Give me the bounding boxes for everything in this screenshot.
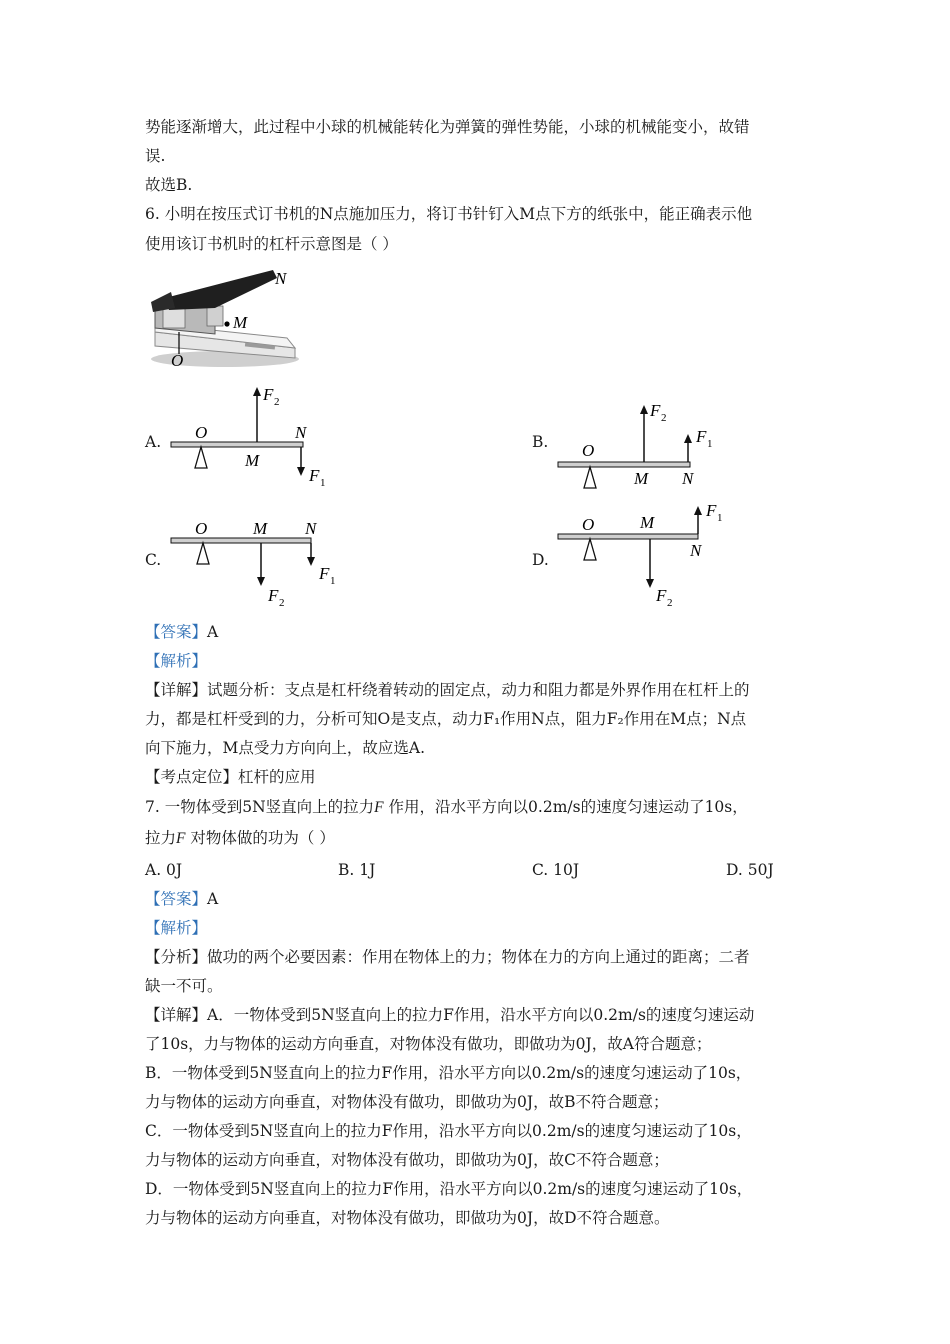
label-n: N [682,469,694,488]
q7-stem-part-c: 拉力 [145,829,177,847]
label-f1-sub: 1 [717,512,723,524]
label-f1-sub: 1 [330,575,336,587]
q7-stem-part-a: 7. 一物体受到5N竖直向上的拉力 [145,798,375,816]
q7-fenxi-line-2: 缺一不可。 [145,977,223,995]
q7-detail-line-6: 力与物体的运动方向垂直，对物体没有做功，即做功为0J，故C不符合题意； [145,1151,669,1169]
q7-stem-line-1 [145,797,748,818]
label-f2: F [268,586,279,605]
q7-stem-part-b: 作用，沿水平方向以0.2m/s的速度匀速运动了10s， [388,798,748,816]
answer-value: A [207,623,219,641]
q7-stem-line-2 [145,828,335,849]
label-n: N [690,541,702,560]
q7-option-a: A. 0J [145,861,183,879]
detail-tag: 【详解】 [145,681,208,699]
q6-stem-line-2: 使用该订书机时的杠杆示意图是（ ） [145,235,398,253]
label-o: O [582,515,595,534]
detail-tag: 【详解】 [145,1006,208,1024]
q7-option-d: D. 50J [726,861,774,879]
label-f2: F [656,586,667,605]
stapler-illustration [145,262,305,372]
q6-option-a-letter: A. [145,433,162,451]
photo-label-n: N [275,269,287,288]
q7-detail-line-7: D．一物体受到5N竖直向上的拉力F作用，沿水平方向以0.2m/s的速度匀速运动了10s， [145,1180,753,1198]
q7-stem-part-d: 对物体做的功为（ ） [190,829,335,847]
q6-detail-line-1 [145,680,750,700]
q6-answer [145,622,218,642]
q7-option-c: C. 10J [532,861,580,879]
q7-detail-line-5: C．一物体受到5N竖直向上的拉力F作用，沿水平方向以0.2m/s的速度匀速运动了10s， [145,1122,752,1140]
q7-force-symbol: F [176,830,186,847]
q6-option-b-letter: B. [532,433,549,451]
topic-tag: 【考点定位】 [145,768,239,786]
label-o: O [582,441,595,460]
prev-answer-line-2: 误. [145,147,166,165]
q6-detail-line-3: 向下施力，M点受力方向向上，故应选A. [145,739,425,757]
q7-answer [145,889,218,909]
q6-option-a-diagram [165,380,345,490]
label-f1-sub: 1 [707,438,713,450]
label-m: M [634,469,649,488]
fenxi-tag: 【分析】 [145,948,208,966]
q7-fenxi-line-1 [145,947,750,967]
fenxi-text: 做功的两个必要因素：作用在物体上的力；物体在力的方向上通过的距离；二者 [207,948,750,966]
detail-text: 试题分析：支点是杠杆绕着转动的固定点，动力和阻力都是外界作用在杠杆上的 [207,681,750,699]
q7-detail-line-1 [145,1005,754,1025]
q6-option-c-letter: C. [145,551,162,569]
answer-tag: 【答案】 [145,890,208,908]
q6-option-d-diagram [552,500,732,612]
label-m: M [245,451,260,470]
q7-detail-line-3: B．一物体受到5N竖直向上的拉力F作用，沿水平方向以0.2m/s的速度匀速运动了10s， [145,1064,752,1082]
detail-text: A．一物体受到5N竖直向上的拉力F作用，沿水平方向以0.2m/s的速度匀速运动 [207,1006,755,1024]
q7-force-symbol: F [374,799,384,816]
q7-option-b: B. 1J [338,861,376,879]
label-f1-sub: 1 [320,477,326,489]
q6-analysis-tag: 【解析】 [145,652,208,670]
photo-label-o: O [171,351,184,370]
label-f2: F [650,401,661,420]
label-f2-sub: 2 [667,597,673,609]
q7-detail-line-4: 力与物体的运动方向垂直，对物体没有做功，即做功为0J，故B不符合题意； [145,1093,669,1111]
label-f2: F [263,385,274,404]
label-f1: F [309,466,320,485]
label-f2-sub: 2 [279,597,285,609]
answer-tag: 【答案】 [145,623,208,641]
topic-text: 杠杆的应用 [238,768,316,786]
label-f2-sub: 2 [661,412,667,424]
q6-option-c-diagram [165,514,345,614]
q7-detail-line-2: 了10s，力与物体的运动方向垂直，对物体没有做功，即做功为0J，故A符合题意； [145,1035,712,1053]
label-n: N [305,519,317,538]
label-m: M [253,519,268,538]
label-m: M [640,513,655,532]
label-o: O [195,519,208,538]
prev-answer-conclusion: 故选B. [145,176,193,194]
q6-option-b-diagram [552,396,732,496]
photo-label-m: M [233,313,248,332]
prev-answer-line-1: 势能逐渐增大，此过程中小球的机械能转化为弹簧的弹性势能，小球的机械能变小，故错 [145,118,750,136]
label-f1: F [696,427,707,446]
label-f1: F [319,564,330,583]
q6-option-d-letter: D. [532,551,549,569]
label-o: O [195,423,208,442]
q6-topic [145,767,316,787]
q6-detail-line-2: 力，都是杠杆受到的力，分析可知O是支点，动力F₁作用N点，阻力F₂作用在M点；N点 [145,710,747,728]
q6-stem-line-1: 6. 小明在按压式订书机的N点施加压力，将订书针钉入M点下方的纸张中，能正确表示他 [145,205,753,223]
q7-analysis-tag: 【解析】 [145,919,208,937]
q7-detail-line-8: 力与物体的运动方向垂直，对物体没有做功，即做功为0J，故D不符合题意。 [145,1209,670,1227]
answer-value: A [207,890,219,908]
label-n: N [295,423,307,442]
label-f2-sub: 2 [274,396,280,408]
label-f1: F [706,501,717,520]
